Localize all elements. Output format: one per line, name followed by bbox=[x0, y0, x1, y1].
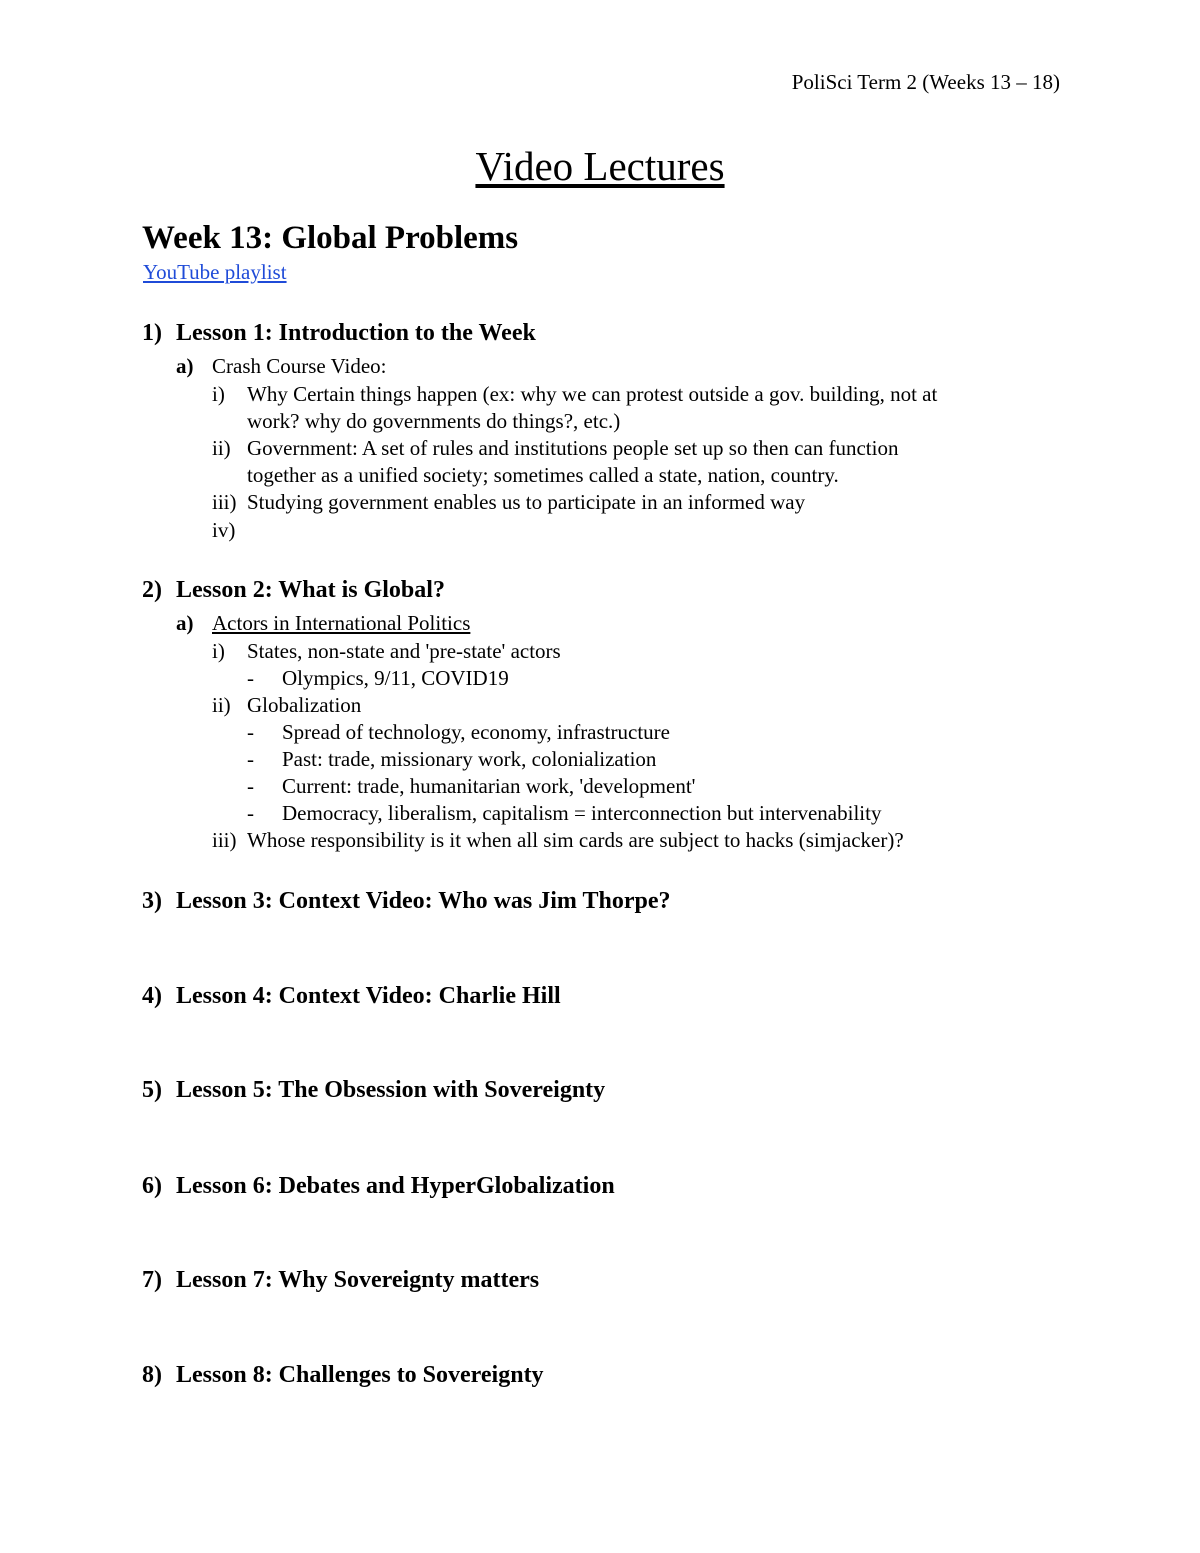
lesson-title: Lesson 4: Context Video: Charlie Hill bbox=[176, 983, 561, 1009]
lesson-number: 8) bbox=[142, 1362, 162, 1388]
lesson-2-item-i bbox=[212, 639, 561, 664]
item-number: iii) bbox=[212, 490, 237, 514]
lesson-2-heading bbox=[142, 577, 445, 604]
lesson-7-heading bbox=[142, 1267, 539, 1294]
lesson-2-bullet bbox=[247, 720, 670, 745]
page-header: PoliSci Term 2 (Weeks 13 – 18) bbox=[791, 70, 1060, 94]
lesson-title: Lesson 7: Why Sovereignty matters bbox=[176, 1267, 540, 1293]
item-number: iv) bbox=[212, 518, 236, 542]
item-text: Globalization bbox=[247, 693, 362, 717]
lesson-1-sub-a bbox=[176, 354, 387, 379]
item-text: Whose responsibility is it when all sim cards are subject to hacks (simjacker)? bbox=[247, 828, 904, 852]
sub-number: a) bbox=[176, 354, 194, 378]
item-number: ii) bbox=[212, 436, 231, 460]
dash-marker: - bbox=[247, 720, 254, 744]
lesson-6-heading bbox=[142, 1173, 615, 1200]
item-text: Studying government enables us to participate in an informed way bbox=[247, 490, 806, 514]
item-number: iii) bbox=[212, 828, 237, 852]
lesson-2-sub-a bbox=[176, 611, 470, 636]
sub-number: a) bbox=[176, 611, 194, 635]
lesson-number: 5) bbox=[142, 1077, 162, 1103]
sub-text: Actors in International Politics bbox=[212, 611, 471, 635]
lesson-2-bullet bbox=[247, 801, 881, 826]
lesson-title: Lesson 6: Debates and HyperGlobalization bbox=[176, 1173, 615, 1199]
lesson-number: 7) bbox=[142, 1267, 162, 1293]
lesson-2-bullet bbox=[247, 747, 656, 772]
lesson-number: 1) bbox=[142, 320, 162, 346]
lesson-1-item-i bbox=[212, 382, 937, 407]
dash-marker: - bbox=[247, 666, 254, 690]
dash-marker: - bbox=[247, 747, 254, 771]
lesson-2-bullet bbox=[247, 774, 695, 799]
lesson-number: 3) bbox=[142, 888, 162, 914]
lesson-5-heading bbox=[142, 1077, 605, 1104]
week-heading: Week 13: Global Problems bbox=[142, 220, 519, 256]
page-title: Video Lectures bbox=[475, 143, 725, 189]
item-number: i) bbox=[212, 639, 225, 663]
lesson-8-heading bbox=[142, 1362, 544, 1389]
item-text: Government: A set of rules and institutions people set up so then can function bbox=[247, 436, 899, 460]
item-text: States, non-state and 'pre-state' actors bbox=[247, 639, 561, 663]
lesson-title: Lesson 1: Introduction to the Week bbox=[176, 320, 536, 346]
lesson-title: Lesson 8: Challenges to Sovereignty bbox=[176, 1362, 544, 1388]
lesson-number: 6) bbox=[142, 1173, 162, 1199]
lesson-1-item-i-cont: work? why do governments do things?, etc.) bbox=[247, 409, 621, 433]
lesson-2-item-iii bbox=[212, 828, 904, 853]
bullet-text: Past: trade, missionary work, colonialization bbox=[282, 747, 657, 771]
lesson-1-item-ii-cont: together as a unified society; sometimes called a state, nation, country. bbox=[247, 463, 839, 487]
sub-text: Crash Course Video: bbox=[212, 354, 387, 378]
lesson-4-heading bbox=[142, 983, 561, 1010]
bullet-text: Current: trade, humanitarian work, 'development' bbox=[282, 774, 696, 798]
bullet-text: Democracy, liberalism, capitalism = interconnection but intervenability bbox=[282, 801, 882, 825]
lesson-1-item-iii bbox=[212, 490, 805, 515]
dash-marker: - bbox=[247, 801, 254, 825]
bullet-text: Spread of technology, economy, infrastructure bbox=[282, 720, 670, 744]
item-number: ii) bbox=[212, 693, 231, 717]
lesson-title: Lesson 3: Context Video: Who was Jim Thorpe? bbox=[176, 888, 671, 914]
lesson-number: 2) bbox=[142, 577, 162, 603]
lesson-1-item-ii bbox=[212, 436, 898, 461]
youtube-playlist-link[interactable]: YouTube playlist bbox=[143, 260, 287, 284]
lesson-3-heading bbox=[142, 888, 670, 915]
lesson-title: Lesson 2: What is Global? bbox=[176, 577, 445, 603]
lesson-1-heading bbox=[142, 320, 536, 347]
bullet-text: Olympics, 9/11, COVID19 bbox=[282, 666, 509, 690]
lesson-2-bullet bbox=[247, 666, 509, 691]
item-number: i) bbox=[212, 382, 225, 406]
lesson-2-item-ii bbox=[212, 693, 361, 718]
item-text: Why Certain things happen (ex: why we can protest outside a gov. building, not at bbox=[247, 382, 938, 406]
lesson-title: Lesson 5: The Obsession with Sovereignty bbox=[176, 1077, 606, 1103]
dash-marker: - bbox=[247, 774, 254, 798]
lesson-1-item-iv bbox=[212, 518, 247, 543]
lesson-number: 4) bbox=[142, 983, 162, 1009]
